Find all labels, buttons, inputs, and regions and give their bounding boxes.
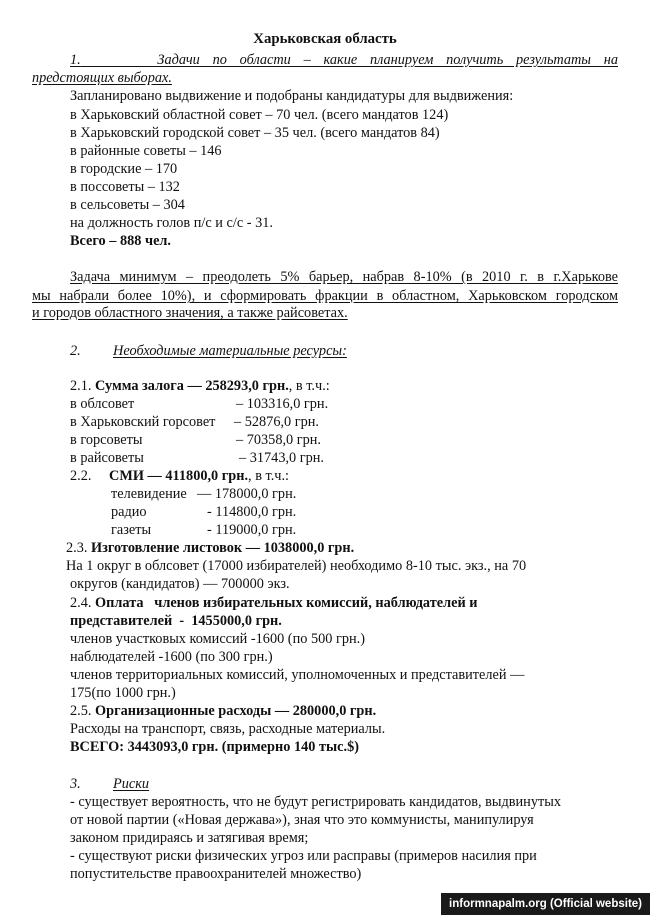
s24-number: 2.4. — [70, 595, 92, 611]
s3-line-2: законом придираясь и затягивая время; — [70, 830, 309, 846]
s25-number: 2.5. — [70, 703, 92, 719]
s21-row-2-value: – 70358,0 грн. — [236, 432, 321, 448]
document-title: Харьковская область — [253, 31, 397, 47]
s24-heading-2: представителей - 1455000,0 грн. — [70, 613, 282, 629]
s3-line-3: - существуют риски физических угроз или расправы (примеров насилия при — [70, 848, 537, 864]
s1-task-line3: и городов областного значения, а также райсоветах. — [32, 305, 348, 321]
s21-line — [70, 378, 330, 395]
s21-row-3-value: – 31743,0 грн. — [239, 450, 324, 466]
s21-heading: Сумма залога — 258293,0 грн. — [95, 378, 289, 394]
s23-text-2: округов (кандидатов) — 700000 экз. — [70, 576, 290, 592]
s2-total: ВСЕГО: 3443093,0 грн. (примерно 140 тыс.$) — [70, 739, 359, 755]
s22-row-2-label: газеты — [111, 522, 152, 538]
s1-line-1: в Харьковский областной совет – 70 чел. (всего мандатов 124) — [70, 107, 449, 123]
s1-task-line2: мы набрали более 10%), и сформировать фракции в областном, Харьковском городском — [32, 288, 618, 304]
s25-line — [70, 703, 376, 720]
s21-row-0-value: – 103316,0 грн. — [236, 396, 329, 412]
s21-row-1-label: в Харьковский горсовет — [70, 414, 216, 430]
s1-line-6: в сельсоветы – 304 — [70, 197, 185, 213]
s24-line-0: членов участковых комиссий -1600 (по 500 грн.) — [70, 631, 365, 647]
section2-number: 2. — [70, 343, 81, 359]
s21-row-3-label: в райсоветы — [70, 450, 144, 466]
s1-line-4: в городские – 170 — [70, 161, 178, 177]
s1-line-0: Запланировано выдвижение и подобраны кандидатуры для выдвижения: — [70, 88, 514, 104]
s1-line-7: на должность голов п/с и с/с - 31. — [70, 215, 273, 231]
s24-line-2: членов территориальных комиссий, уполномоченных и представителей — — [70, 667, 525, 683]
s21-number: 2.1. — [70, 378, 92, 394]
s21-tail: , в т.ч.: — [288, 378, 330, 394]
section1-heading-text: Задачи по области – какие планируем получить результаты на — [157, 52, 618, 68]
section1-heading-line2: предстоящих выборах. — [32, 70, 172, 86]
s1-task-line1: Задача минимум – преодолеть 5% барьер, набрав 8-10% (в 2010 г. в г.Харькове — [70, 269, 618, 285]
s3-line-4: попустительстве правоохранителей множество) — [70, 866, 362, 882]
section3-heading: Риски — [113, 776, 150, 792]
s22-row-0-label: телевидение — [111, 486, 187, 502]
section2-heading: Необходимые материальные ресурсы: — [113, 343, 347, 359]
s1-line-3: в районные советы – 146 — [70, 143, 222, 159]
s25-text: Расходы на транспорт, связь, расходные материалы. — [70, 721, 386, 737]
s21-row-2-label: в горсоветы — [70, 432, 143, 448]
s22-heading: СМИ — 411800,0 грн. — [109, 468, 249, 484]
section3-number: 3. — [70, 776, 81, 792]
s24-line-1-text: наблюдателей -1600 (по 300 грн.) — [70, 649, 273, 665]
section1-number: 1. — [70, 52, 81, 68]
s21-row-0-label: в облсовет — [70, 396, 135, 412]
s22-row-0-value: — 178000,0 грн. — [197, 486, 297, 502]
s3-line-0: - существует вероятность, что не будут регистрировать кандидатов, выдвинутых — [70, 794, 561, 810]
s23-line — [66, 540, 354, 557]
s23-text-1: На 1 округ в облсовет (17000 избирателей) необходимо 8-10 тыс. экз., на 70 — [66, 558, 527, 574]
s23-number: 2.3. — [66, 540, 88, 556]
source-watermark: informnapalm.org (Official website) — [441, 893, 650, 915]
s25-heading: Организационные расходы — 280000,0 грн. — [95, 703, 377, 719]
s21-row-1-value: – 52876,0 грн. — [234, 414, 319, 430]
s22-line — [109, 468, 289, 485]
s22-row-1-label: радио — [111, 504, 147, 520]
s1-total: Всего – 888 чел. — [70, 233, 172, 249]
s24-line-1 — [70, 595, 478, 612]
s24-heading-1: Оплата членов избирательных комиссий, наблюдателей и — [95, 595, 478, 611]
s22-tail: , в т.ч.: — [248, 468, 290, 484]
s24-line-3: 175(по 1000 грн.) — [70, 685, 176, 701]
s22-row-2-value: - 119000,0 грн. — [207, 522, 297, 538]
s1-line-5: в поссоветы – 132 — [70, 179, 180, 195]
s1-line-2: в Харьковский городской совет – 35 чел. (всего мандатов 84) — [70, 125, 440, 141]
section1-heading-line1 — [70, 51, 618, 69]
s22-row-1-value: - 114800,0 грн. — [207, 504, 297, 520]
s23-heading: Изготовление листовок — 1038000,0 грн. — [91, 540, 355, 556]
s3-line-1: от новой партии («Новая держава»), зная что это коммунисты, манипулируя — [70, 812, 534, 828]
s22-number: 2.2. — [70, 468, 92, 484]
